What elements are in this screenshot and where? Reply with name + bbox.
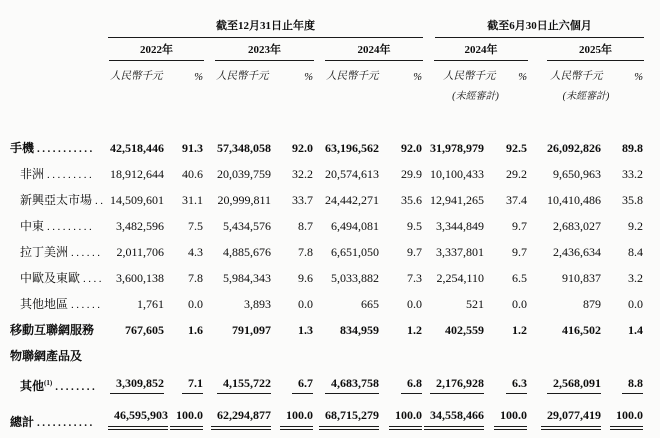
cell-value: 63,196,562 [325,141,379,155]
cell-value: 20,039,759 [217,167,271,181]
revenue-breakdown-table [10,6,644,430]
unit-label: 人民幣千元 [443,71,496,82]
table-row [10,182,644,208]
cell-percent: 9.7 [512,245,527,259]
year-label: 2022年 [140,44,173,56]
cell-value: 879 [583,297,601,311]
unit-label: 人民幣千元 [550,71,603,82]
table-row [10,102,644,156]
cell-percent: 6.5 [512,271,527,285]
row-label: 總計 [10,415,35,429]
cell-percent: 100.0 [170,408,203,430]
row-dot-leader: ........... [37,417,95,429]
cell-percent: 32.2 [292,167,313,181]
cell-value: 20,999,811 [217,193,271,207]
cell-percent: 40.6 [182,167,203,181]
cell-percent: 92.0 [292,141,313,155]
row-dot-leader: ...... [71,299,103,311]
cell-value: 402,559 [445,323,484,337]
cell-value: 34,558,466 [424,408,484,430]
cell-percent: 92.0 [401,141,422,155]
unaudited-note-row [10,83,644,102]
cell-value: 6,651,050 [331,245,379,259]
year-header-2024 [314,38,423,61]
cell-percent: 6.3 [506,376,527,394]
cell-percent: 7.3 [407,271,422,285]
row-dot-leader: .. [95,195,106,207]
cell-percent: 9.7 [407,245,422,259]
cell-percent: 9.5 [407,219,422,233]
cell-value: 2,176,928 [430,376,484,394]
cell-percent: 1.2 [512,323,527,337]
table-row [10,234,644,260]
cell-value: 9,650,963 [553,167,601,181]
cell-value: 20,574,613 [325,167,379,181]
row-label: 非洲 [20,167,45,181]
year-label: 2025年 [579,44,612,56]
percent-label: % [634,72,643,83]
cell-value: 3,893 [244,297,271,311]
year-header-2025-interim [528,38,644,61]
cell-value: 3,309,852 [110,376,164,394]
unit-label: 人民幣千元 [110,71,163,82]
cell-percent: 9.7 [512,219,527,233]
row-dot-leader: ........ [55,381,98,393]
cell-percent: 3.2 [628,271,643,285]
label-column-spacer [10,61,108,83]
cell-value: 3,600,138 [116,271,164,285]
cell-value: 2,683,027 [553,219,601,233]
cell-percent: 6.7 [292,376,313,394]
cell-percent: 35.6 [401,193,422,207]
cell-value: 5,033,882 [331,271,379,285]
cell-percent: 100.0 [389,408,422,430]
row-dot-leader: ......... [47,169,95,181]
cell-percent: 6.8 [401,376,422,394]
period-group-annual [108,6,423,38]
cell-value: 12,941,265 [430,193,484,207]
table-row [10,364,644,394]
table-row [10,338,644,364]
year-header-2022 [108,38,204,61]
row-label: 中歐及東歐 [20,271,81,285]
row-label: 中東 [20,219,45,233]
cell-percent: 0.0 [512,297,527,311]
cell-percent: 1.4 [628,323,643,337]
cell-percent: 8.4 [628,245,643,259]
cell-value: 62,294,877 [211,408,271,430]
cell-percent: 92.5 [506,141,527,155]
year-header-2024-interim [423,38,528,61]
unaudited-note: (未經審計) [452,91,499,102]
cell-percent: 8.7 [298,219,313,233]
table-row [10,394,644,430]
percent-label: % [194,72,203,83]
cell-value: 3,337,801 [436,245,484,259]
unaudited-note: (未經審計) [562,91,610,102]
cell-percent: 7.5 [188,219,203,233]
period-group-header-row [10,6,644,38]
cell-percent: 0.0 [188,297,203,311]
cell-value: 416,502 [562,323,601,337]
period-group-interim [423,6,644,38]
cell-percent: 29.2 [506,167,527,181]
cell-value: 29,077,419 [541,408,601,430]
cell-value: 791,097 [232,323,271,337]
cell-percent: 91.3 [182,141,203,155]
cell-value: 5,984,343 [223,271,271,285]
cell-percent: 37.4 [506,193,527,207]
cell-value: 2,011,706 [116,245,164,259]
unit-header-row [10,61,644,83]
label-column-spacer [10,38,108,61]
cell-value: 2,568,091 [547,376,601,394]
row-label: 拉丁美洲 [20,245,69,259]
year-header-2023 [204,38,314,61]
cell-percent: 1.2 [407,323,422,337]
cell-value: 68,715,279 [319,408,379,430]
table-row [10,208,644,234]
cell-value: 46,595,903 [108,408,168,430]
cell-percent: 9.2 [628,219,643,233]
cell-value: 26,092,826 [547,141,601,155]
table-row [10,286,644,312]
percent-label: % [413,72,422,83]
year-header-row [10,38,644,61]
row-dot-leader: ...... [71,247,103,259]
cell-percent: 1.3 [298,323,313,337]
cell-value: 910,837 [562,271,601,285]
cell-value: 5,434,576 [223,219,271,233]
percent-label: % [304,72,313,83]
cell-percent: 100.0 [494,408,527,430]
cell-percent: 7.8 [298,245,313,259]
cell-percent: 4.3 [188,245,203,259]
cell-value: 57,348,058 [217,141,271,155]
unit-label: 人民幣千元 [326,71,379,82]
cell-value: 14,509,601 [110,193,164,207]
row-footnote-ref: (1) [44,379,53,387]
cell-value: 31,978,979 [430,141,484,155]
cell-value: 3,344,849 [436,219,484,233]
row-label: 物聯網產品及 [10,349,83,363]
cell-value: 767,605 [125,323,164,337]
cell-value: 10,410,486 [547,193,601,207]
cell-percent: 33.2 [622,167,643,181]
cell-value: 521 [466,297,484,311]
cell-percent: 0.0 [407,297,422,311]
cell-percent: 1.6 [188,323,203,337]
cell-value: 1,761 [137,297,164,311]
period-group-annual-title: 截至12月31日止年度 [216,20,315,32]
cell-percent: 31.1 [182,193,203,207]
cell-percent: 33.7 [292,193,313,207]
row-dot-leader: ........... [37,143,95,155]
row-dot-leader [94,325,97,337]
cell-percent: 0.0 [298,297,313,311]
cell-percent: 9.6 [298,271,313,285]
cell-percent: 35.8 [622,193,643,207]
percent-label: % [518,72,527,83]
row-dot-leader: .... [83,273,105,285]
cell-value: 834,959 [340,323,379,337]
cell-value: 2,436,634 [553,245,601,259]
table-row [10,156,644,182]
cell-value: 4,683,758 [325,376,379,394]
cell-percent: 29.9 [401,167,422,181]
label-column-spacer [10,83,108,102]
row-dot-leader [82,351,85,363]
row-label: 其他地區 [20,297,69,311]
cell-percent: 7.8 [188,271,203,285]
label-column-spacer [10,6,108,38]
cell-value: 18,912,644 [110,167,164,181]
table-body [10,102,644,430]
year-label: 2024年 [357,44,391,56]
row-label: 新興亞太市場 [20,193,93,207]
year-label: 2023年 [248,44,281,56]
cell-value: 665 [361,297,379,311]
cell-percent: 7.1 [182,376,203,394]
row-dot-leader: ......... [47,221,95,233]
cell-percent: 89.8 [622,141,643,155]
cell-value: 4,155,722 [217,376,271,394]
cell-value: 3,482,596 [116,219,164,233]
unit-label: 人民幣千元 [216,71,269,82]
cell-value: 10,100,433 [430,167,484,181]
cell-percent: 8.8 [622,376,643,394]
cell-percent: 0.0 [628,297,643,311]
row-label: 移動互聯網服務 [10,323,95,337]
table-row [10,260,644,286]
table-row [10,312,644,338]
row-label: 手機 [10,141,35,155]
cell-value: 4,885,676 [223,245,271,259]
period-group-interim-title: 截至6月30日止六個月 [487,20,592,32]
year-label: 2024年 [464,44,498,56]
cell-percent: 100.0 [280,408,313,430]
cell-value: 24,442,271 [325,193,379,207]
cell-value: 42,518,446 [110,141,164,155]
cell-percent: 100.0 [610,408,643,430]
cell-value: 2,254,110 [436,271,484,285]
row-label: 其他 [20,379,45,393]
cell-value: 6,494,081 [331,219,379,233]
